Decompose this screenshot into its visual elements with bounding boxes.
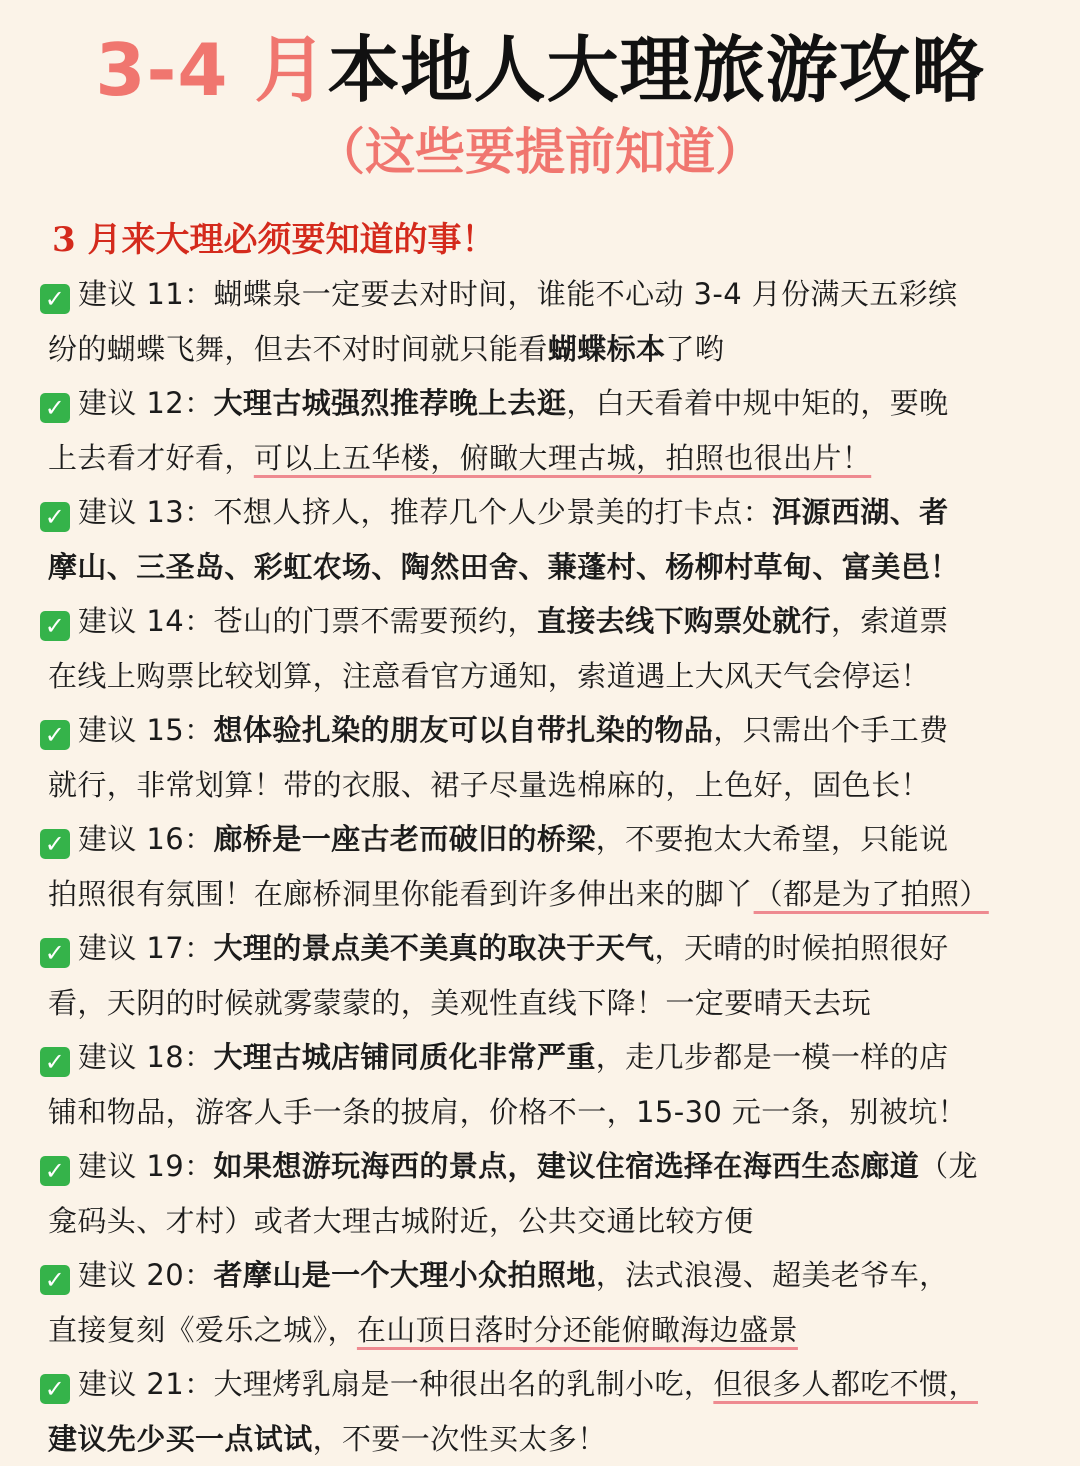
tip-text: 直接复刻《爱乐之城》，	[48, 1312, 357, 1347]
tip-text: ，只需出个手工费	[713, 713, 949, 747]
check-mark-icon: ✓	[40, 1047, 70, 1077]
check-mark-icon: ✓	[40, 720, 70, 750]
tip-line	[40, 1085, 1050, 1140]
tip-text: 了哟	[665, 331, 725, 366]
underlined-text: 可以上五华楼，俯瞰大理古城，拍照也很出片！	[253, 440, 872, 475]
tip-label: 建议 19：	[78, 1149, 214, 1183]
tip-line	[40, 322, 1050, 377]
tip-label: 建议 18：	[78, 1040, 214, 1074]
page-subtitle: （这些要提前知道）	[315, 123, 765, 181]
bold-text: 大理古城强烈推荐晚上去逛	[213, 386, 567, 420]
bold-text: 蝴蝶标本	[547, 331, 666, 366]
tip-text: 就行，非常划算！带的衣服、裙子尽量选棉麻的，上色好，固色长！	[48, 767, 931, 802]
tip-line	[40, 1139, 1050, 1194]
tip-line	[40, 376, 1050, 431]
tip-item	[40, 812, 1050, 921]
tip-item	[40, 1248, 1050, 1357]
tip-line	[40, 1357, 1050, 1412]
tip-label: 建议 12：	[78, 386, 214, 420]
tip-text: 大理烤乳扇是一种很出名的乳制小吃，	[213, 1367, 714, 1401]
tip-item	[40, 703, 1050, 812]
tip-text: 纷的蝴蝶飞舞，但去不对时间就只能看	[48, 331, 548, 366]
bold-text: 者摩山是一个大理小众拍照地	[213, 1258, 596, 1292]
check-mark-icon: ✓	[40, 502, 70, 532]
tip-line	[40, 758, 1050, 813]
check-mark-icon: ✓	[40, 284, 70, 314]
bold-text: 大理的景点美不美真的取决于天气	[213, 931, 655, 965]
tip-label: 建议 20：	[78, 1258, 214, 1292]
tip-line	[40, 1303, 1050, 1358]
bold-text: 摩山、三圣岛、彩虹农场、陶然田舍、蒹蓬村、杨柳村草甸、富美邑！	[48, 549, 960, 584]
bold-text: 如果想游玩海西的景点，建议住宿选择在海西生态廊道	[213, 1149, 920, 1183]
bold-text: 建议先少买一点试试	[48, 1421, 313, 1456]
tip-line	[40, 1194, 1050, 1249]
tip-label: 建议 17：	[78, 931, 214, 965]
tip-label: 建议 14：	[78, 604, 214, 638]
tip-label: 建议 11：	[78, 277, 214, 311]
tip-text: 龛码头、才村）或者大理古城附近，公共交通比较方便	[48, 1203, 754, 1238]
tip-text: ，索道票	[830, 604, 949, 638]
tip-text: 拍照很有氛围！在廊桥洞里你能看到许多伸出来的脚丫	[48, 876, 754, 911]
tip-line	[40, 267, 1050, 322]
tip-item	[40, 594, 1050, 703]
tip-line	[40, 485, 1050, 540]
tip-line	[40, 921, 1050, 976]
tip-text: ，白天看着中规中矩的，要晚	[566, 386, 949, 420]
tip-text: 苍山的门票不需要预约，	[213, 604, 537, 638]
tip-line	[40, 812, 1050, 867]
tip-line	[40, 1412, 1050, 1466]
tip-text: ，不要一次性买太多！	[312, 1421, 607, 1456]
tip-text: 上去看才好看，	[48, 440, 254, 475]
check-mark-icon: ✓	[40, 938, 70, 968]
tip-item	[40, 1030, 1050, 1139]
tip-text: 不想人挤人，推荐几个人少景美的打卡点：	[213, 495, 773, 529]
tip-line	[40, 649, 1050, 704]
check-mark-icon: ✓	[40, 1156, 70, 1186]
tip-item	[40, 921, 1050, 1030]
tip-item	[40, 267, 1050, 376]
page-title	[0, 22, 1080, 118]
tip-line	[40, 867, 1050, 922]
section-title: 3 月来大理必须要知道的事！	[52, 220, 496, 260]
tip-text: 看，天阴的时候就雾蒙蒙的，美观性直线下降！一定要晴天去玩	[48, 985, 872, 1020]
bold-text: 想体验扎染的朋友可以自带扎染的物品	[213, 713, 714, 747]
tip-text: ，天晴的时候拍照很好	[654, 931, 949, 965]
check-mark-icon: ✓	[40, 1265, 70, 1295]
bold-text: 直接去线下购票处就行	[536, 604, 831, 638]
tip-label: 建议 15：	[78, 713, 214, 747]
check-mark-icon: ✓	[40, 829, 70, 859]
check-mark-icon: ✓	[40, 1374, 70, 1404]
tip-line	[40, 431, 1050, 486]
tip-item	[40, 376, 1050, 485]
bold-text: 洱源西湖、者	[772, 495, 949, 529]
tip-text: ，法式浪漫、超美老爷车，	[595, 1258, 949, 1292]
underlined-text: 在山顶日落时分还能俯瞰海边盛景	[356, 1312, 798, 1347]
title-highlight: 3-4 月	[95, 28, 328, 112]
tip-line	[40, 594, 1050, 649]
underlined-text: 但很多人都吃不惯，	[713, 1367, 978, 1401]
tip-text: ，走几步都是一模一样的店	[595, 1040, 949, 1074]
tip-text: （龙	[919, 1149, 978, 1183]
bold-text: 大理古城店铺同质化非常严重	[213, 1040, 596, 1074]
tip-text: 蝴蝶泉一定要去对时间，谁能不心动 3-4 月份满天五彩缤	[213, 277, 958, 311]
tip-label: 建议 21：	[78, 1367, 214, 1401]
check-mark-icon: ✓	[40, 611, 70, 641]
check-mark-icon: ✓	[40, 393, 70, 423]
underlined-text: （都是为了拍照）	[753, 876, 989, 911]
tip-line	[40, 976, 1050, 1031]
tip-line	[40, 540, 1050, 595]
tip-text: 铺和物品，游客人手一条的披肩，价格不一，15-30 元一条，别被坑！	[48, 1094, 968, 1129]
tip-item	[40, 1357, 1050, 1466]
tip-line	[40, 703, 1050, 758]
title-rest: 本地人大理旅游攻略	[327, 28, 985, 112]
tip-text: ，不要抱太大希望，只能说	[595, 822, 949, 856]
bold-text: 廊桥是一座古老而破旧的桥梁	[213, 822, 596, 856]
tip-item	[40, 1139, 1050, 1248]
tip-line	[40, 1030, 1050, 1085]
tip-label: 建议 16：	[78, 822, 214, 856]
tip-line	[40, 1248, 1050, 1303]
tip-item	[40, 485, 1050, 594]
tip-label: 建议 13：	[78, 495, 214, 529]
tip-text: 在线上购票比较划算，注意看官方通知，索道遇上大风天气会停运！	[48, 658, 931, 693]
